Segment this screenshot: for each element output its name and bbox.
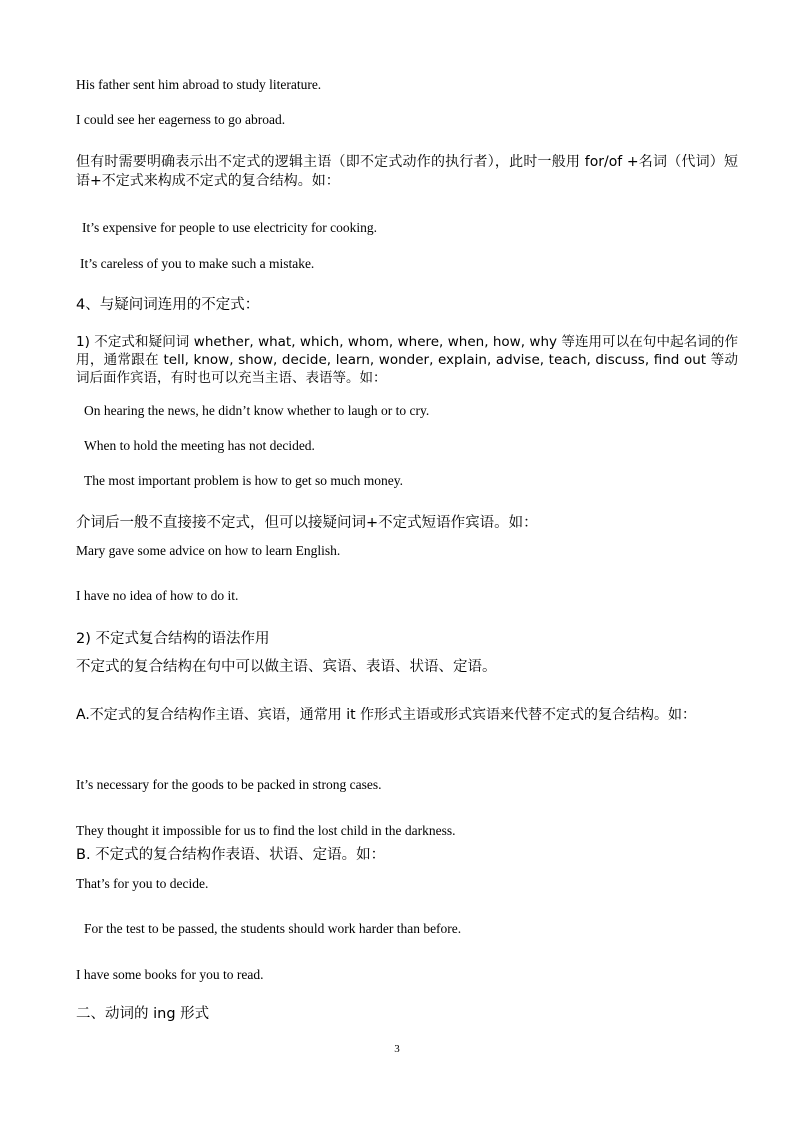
- example-sentence: Mary gave some advice on how to learn English.: [76, 543, 341, 558]
- subsection-heading: 2) 不定式复合结构的语法作用: [76, 631, 270, 647]
- example-sentence: They thought it impossible for us to find the lost child in the darkness.: [76, 823, 456, 838]
- example-sentence: It’s careless of you to make such a mistake.: [80, 256, 315, 271]
- section-heading: 二、动词的 ing 形式: [76, 1006, 210, 1022]
- example-sentence: I could see her eagerness to go abroad.: [76, 112, 286, 127]
- example-sentence: That’s for you to decide.: [76, 876, 209, 891]
- body-paragraph: 不定式的复合结构在句中可以做主语、宾语、表语、状语、定语。: [76, 659, 497, 675]
- example-sentence: I have some books for you to read.: [76, 967, 264, 982]
- section-heading: 4、与疑问词连用的不定式：: [76, 297, 260, 313]
- example-sentence: The most important problem is how to get so much money.: [84, 473, 403, 488]
- example-sentence: For the test to be passed, the students should work harder than before.: [84, 921, 462, 936]
- body-paragraph: A.不定式的复合结构作主语、宾语，通常用 it 作形式主语或形式宾语来代替不定式的复合结构。如：: [76, 707, 697, 723]
- example-sentence: On hearing the news, he didn’t know whether to laugh or to cry.: [84, 403, 430, 418]
- example-sentence: It’s expensive for people to use electricity for cooking.: [82, 220, 378, 235]
- example-sentence: It’s necessary for the goods to be packed in strong cases.: [76, 777, 382, 792]
- example-sentence: His father sent him abroad to study literature.: [76, 77, 322, 92]
- subsection-heading: B. 不定式的复合结构作表语、状语、定语。如：: [76, 847, 386, 863]
- example-sentence: When to hold the meeting has not decided.: [84, 438, 315, 453]
- example-sentence: I have no idea of how to do it.: [76, 588, 239, 603]
- body-paragraph: 介词后一般不直接接不定式，但可以接疑问词+不定式短语作宾语。如：: [76, 515, 538, 531]
- body-paragraph: 但有时需要明确表示出不定式的逻辑主语（即不定式动作的执行者），此时一般用 for/of +名词（代词）短语+不定式来构成不定式的复合结构。如：: [76, 154, 738, 189]
- page-number: 3: [394, 1043, 400, 1055]
- body-paragraph: 1) 不定式和疑问词 whether, what, which, whom, where, when, how, why 等连用可以在句中起名词的作用，通常跟在 tell, know, show, decide, learn, wonder, explain, advise, teach, discuss, find out 等动词后面作宾语，有时也可以充当主语、表语等。如：: [76, 334, 738, 386]
